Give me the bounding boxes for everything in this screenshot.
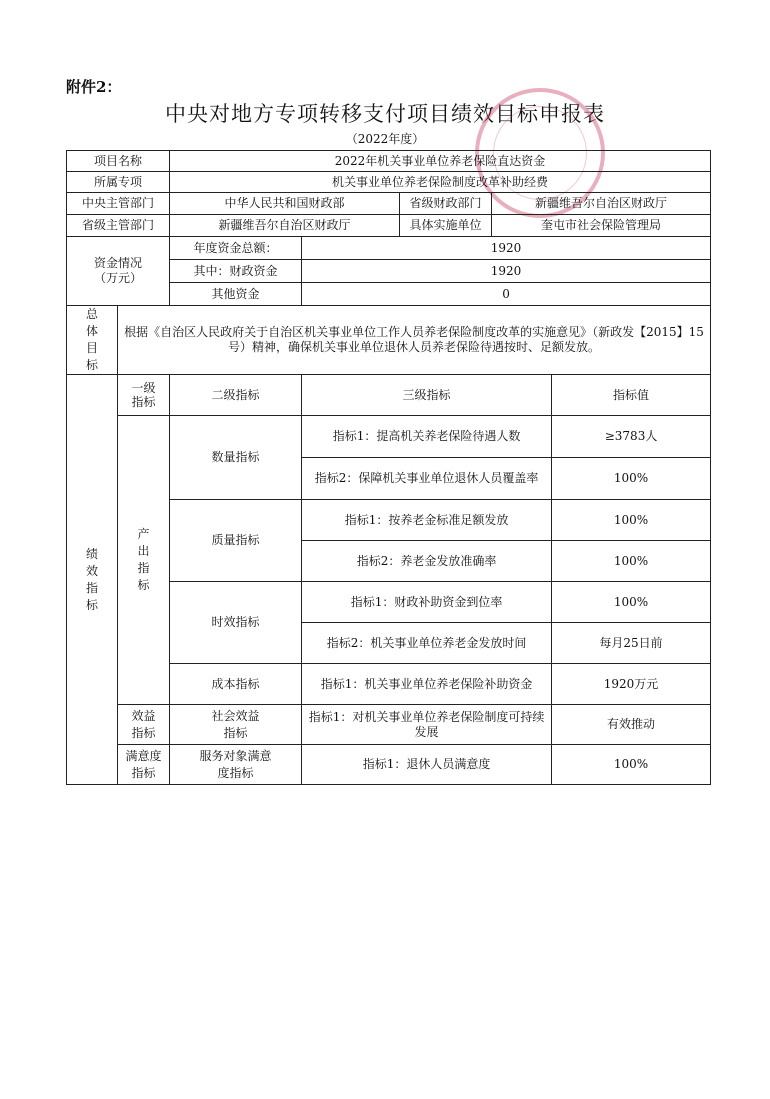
document-year: （2022年度） <box>345 132 425 146</box>
prov-dept-label: 省级主管部门 <box>67 215 170 237</box>
indicator-c1: 指标1：机关事业单位养老保险补助资金 <box>302 664 552 705</box>
indicator-q1-value: ≥3783人 <box>552 416 711 458</box>
overall-goal-text: 根据《自治区人民政府关于自治区机关事业单位工作人员养老保险制度改革的实施意见》（新政发【2015】15号）精神，确保机关事业单位退休人员养老保险待遇按时、足额发放。 <box>118 306 711 375</box>
indicator-t2-value: 每月25日前 <box>552 623 711 664</box>
level2-header: 二级指标 <box>170 375 302 416</box>
table-row <box>67 705 711 745</box>
indicator-q1: 指标1：提高机关养老保险待遇人数 <box>302 416 552 458</box>
quantity-indicator-label: 数量指标 <box>170 416 302 500</box>
indicator-t1-value: 100% <box>552 582 711 623</box>
indicator-sv1-value: 100% <box>552 745 711 785</box>
indicator-t2: 指标2：机关事业单位养老金发放时间 <box>302 623 552 664</box>
indicator-qa1-value: 100% <box>552 500 711 541</box>
funds-fiscal-value: 1920 <box>302 260 711 283</box>
project-name-value: 2022年机关事业单位养老保险直达资金 <box>170 151 711 172</box>
quality-indicator-label: 质量指标 <box>170 500 302 582</box>
social-benefit-label: 社会效益指标 <box>170 705 302 745</box>
benefit-indicator-label: 效益指标 <box>118 705 170 745</box>
indicator-s1: 指标1：对机关事业单位养老保险制度可持续发展 <box>302 705 552 745</box>
prov-finance-value: 新疆维吾尔自治区财政厅 <box>492 193 711 215</box>
indicator-qa2: 指标2：养老金发放准确率 <box>302 541 552 582</box>
impl-unit-label: 具体实施单位 <box>400 215 492 237</box>
indicator-qa2-value: 100% <box>552 541 711 582</box>
prov-finance-label: 省级财政部门 <box>400 193 492 215</box>
impl-unit-value: 奎屯市社会保险管理局 <box>492 215 711 237</box>
service-satisfaction-label: 服务对象满意度指标 <box>170 745 302 785</box>
funds-label-line1: 资金情况 <box>94 256 143 270</box>
indicator-s1-value: 有效推动 <box>552 705 711 745</box>
special-value: 机关事业单位养老保险制度改革补助经费 <box>170 172 711 193</box>
central-dept-label: 中央主管部门 <box>67 193 170 215</box>
indicator-q2: 指标2：保障机关事业单位退休人员覆盖率 <box>302 458 552 500</box>
indicator-t1: 指标1：财政补助资金到位率 <box>302 582 552 623</box>
row-overall-goal <box>67 306 711 375</box>
row-prov-dept <box>67 215 711 237</box>
timeliness-indicator-label: 时效指标 <box>170 582 302 664</box>
indicator-q2-value: 100% <box>552 458 711 500</box>
row-funds-total <box>67 237 711 260</box>
row-project-name <box>67 151 711 172</box>
indicator-qa1: 指标1：按养老金标准足额发放 <box>302 500 552 541</box>
table-row <box>67 416 711 458</box>
document-title: 中央对地方专项转移支付项目绩效目标申报表 <box>165 102 605 126</box>
indicator-c1-value: 1920万元 <box>552 664 711 705</box>
value-header: 指标值 <box>552 375 711 416</box>
performance-target-table <box>66 150 711 785</box>
funds-label-line2: （万元） <box>94 271 143 285</box>
funds-label <box>67 237 170 306</box>
level3-header: 三级指标 <box>302 375 552 416</box>
row-central-dept <box>67 193 711 215</box>
project-name-label: 项目名称 <box>67 151 170 172</box>
satisfaction-indicator-label: 满意度指标 <box>118 745 170 785</box>
prov-dept-value: 新疆维吾尔自治区财政厅 <box>170 215 400 237</box>
funds-total-value: 1920 <box>302 237 711 260</box>
output-indicator-label: 产出指标 <box>118 416 170 705</box>
level1-header: 一级指标 <box>118 375 170 416</box>
overall-goal-label: 总体目标 <box>67 306 118 375</box>
indicator-sv1: 指标1：退休人员满意度 <box>302 745 552 785</box>
cost-indicator-label: 成本指标 <box>170 664 302 705</box>
central-dept-value: 中华人民共和国财政部 <box>170 193 400 215</box>
row-indicator-header <box>67 375 711 416</box>
row-special <box>67 172 711 193</box>
funds-fiscal-label: 其中：财政资金 <box>170 260 302 283</box>
funds-other-value: 0 <box>302 283 711 306</box>
table-row <box>67 745 711 785</box>
funds-other-label: 其他资金 <box>170 283 302 306</box>
indicators-label: 绩效指标 <box>67 375 118 785</box>
funds-total-label: 年度资金总额： <box>170 237 302 260</box>
special-label: 所属专项 <box>67 172 170 193</box>
attachment-label: 附件2： <box>66 78 122 96</box>
